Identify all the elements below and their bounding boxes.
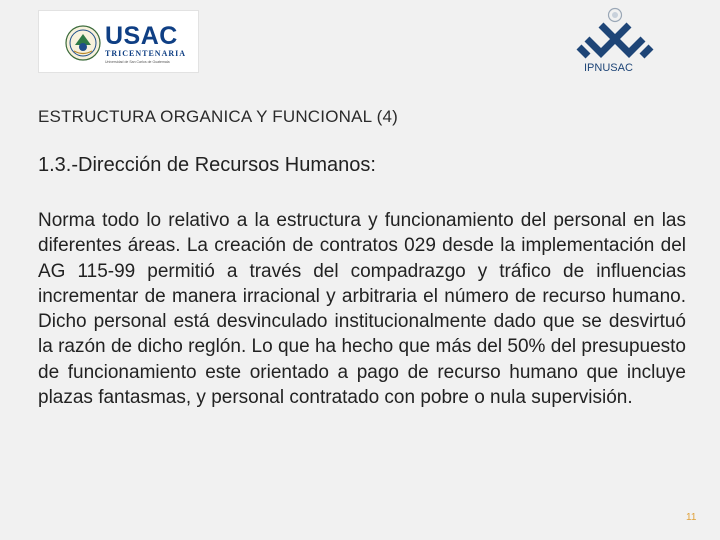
usac-subline: Universidad de San Carlos de Guatemala — [105, 60, 170, 64]
body-paragraph: Norma todo lo relativo a la estructura y funcionamiento del personal en las diferentes áreas. La creación de contratos 029 desde la implementación del AG 115-99 permitió a través del compadrazgo y tráfico de influencias incrementar de manera irracional y arbitraria el número de recurso humano. Dicho personal está desvinculado institucionalmente dado que se desvirtuó la razón de dicho reglón. Lo que ha hecho que más del 50% del presupuesto de funcionamiento este orientado a pago de recurso humano que incluye plazas fantasmas, y personal contratado con pobre o nula supervisión. — [38, 210, 686, 409]
usac-wordmark: USAC — [105, 22, 178, 50]
page-number: 11 — [686, 512, 697, 523]
ipnusac-wordmark: IPNUSAC — [584, 62, 633, 74]
usac-seal-icon — [65, 25, 101, 61]
slide-title: ESTRUCTURA ORGANICA Y FUNCIONAL (4) — [38, 107, 398, 126]
usac-logo — [38, 10, 199, 73]
section-heading: 1.3.-Dirección de Recursos Humanos: — [38, 154, 376, 176]
usac-tagline: TRICENTENARIA — [105, 49, 187, 58]
